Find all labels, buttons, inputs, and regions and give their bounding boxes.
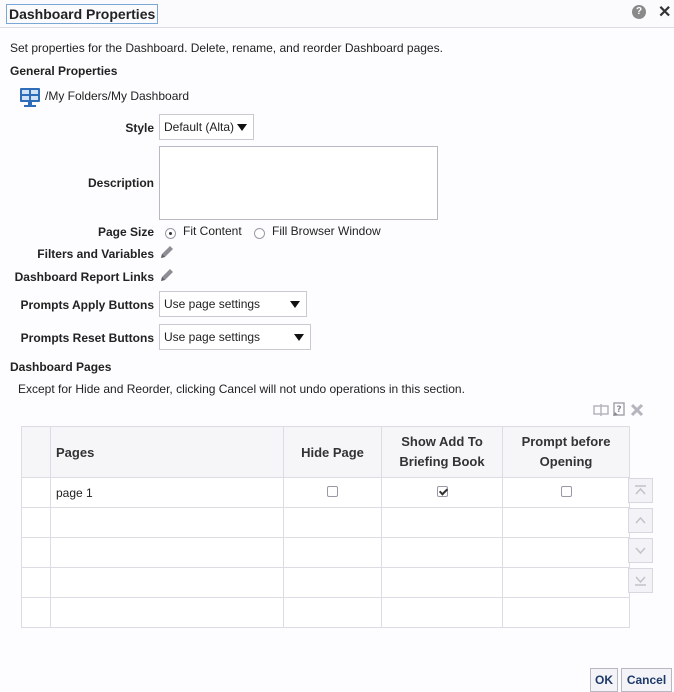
table-header-row bbox=[22, 427, 630, 478]
briefing-book-cell bbox=[382, 478, 503, 508]
prompt-before-opening-checkbox[interactable] bbox=[561, 486, 572, 497]
move-top-button[interactable] bbox=[628, 478, 653, 503]
edit-report-links-pencil-icon[interactable] bbox=[159, 267, 175, 283]
help-icon[interactable]: ? bbox=[632, 5, 646, 19]
prompt-before-opening-cell bbox=[503, 478, 630, 508]
move-to-top-icon bbox=[629, 479, 652, 502]
intro-text: Set properties for the Dashboard. Delete, rename, and reorder Dashboard pages. bbox=[10, 41, 443, 55]
report-links-label: Dashboard Report Links bbox=[14, 270, 154, 284]
delete-icon[interactable] bbox=[629, 402, 645, 418]
radio-fill-browser-window[interactable] bbox=[254, 228, 265, 239]
dialog-title: Dashboard Properties bbox=[6, 4, 158, 24]
ok-button[interactable]: OK bbox=[590, 668, 618, 692]
chevron-down-icon bbox=[237, 124, 247, 131]
chevron-up-icon bbox=[629, 509, 652, 532]
prompt-header-line1: Prompt before bbox=[521, 434, 611, 449]
column-header-prompt-before-opening bbox=[503, 427, 630, 478]
chevron-down-icon bbox=[294, 334, 304, 341]
style-select[interactable] bbox=[159, 114, 254, 140]
table-row bbox=[22, 598, 630, 628]
table-row[interactable] bbox=[22, 478, 630, 508]
description-label: Description bbox=[87, 176, 154, 190]
column-header-hide-page: Hide Page bbox=[284, 427, 382, 478]
table-row bbox=[22, 568, 630, 598]
hide-page-cell bbox=[284, 478, 382, 508]
row-selector-header bbox=[22, 427, 51, 478]
table-row bbox=[22, 538, 630, 568]
chevron-down-icon bbox=[290, 301, 300, 308]
style-select-value: Default (Alta) bbox=[164, 120, 235, 134]
general-properties-heading: General Properties bbox=[10, 64, 118, 78]
column-header-briefing-book bbox=[382, 427, 503, 478]
radio-fill-browser-window-label: Fill Browser Window bbox=[272, 224, 381, 238]
briefing-header-line1: Show Add To bbox=[401, 434, 483, 449]
style-label: Style bbox=[125, 121, 154, 135]
move-up-button[interactable] bbox=[628, 508, 653, 533]
prompts-apply-select[interactable] bbox=[159, 291, 307, 317]
table-row bbox=[22, 508, 630, 538]
briefing-header-line2: Briefing Book bbox=[399, 454, 485, 469]
chevron-down-icon bbox=[629, 539, 652, 562]
dashboard-pages-table bbox=[21, 426, 630, 628]
svg-text:?: ? bbox=[616, 405, 622, 415]
radio-fit-content-label: Fit Content bbox=[183, 224, 242, 238]
prompts-apply-value: Use page settings bbox=[164, 297, 261, 311]
radio-fit-content[interactable] bbox=[165, 228, 176, 239]
dashboard-pages-heading: Dashboard Pages bbox=[10, 360, 112, 374]
close-icon[interactable]: ✕ bbox=[658, 4, 672, 21]
page-name-cell[interactable]: page 1 bbox=[51, 478, 284, 508]
edit-filters-pencil-icon[interactable] bbox=[159, 244, 175, 260]
hide-page-checkbox[interactable] bbox=[327, 486, 338, 497]
rename-icon[interactable] bbox=[593, 402, 609, 418]
prompts-reset-select[interactable] bbox=[159, 324, 311, 350]
row-selector[interactable] bbox=[22, 478, 51, 508]
move-to-bottom-icon bbox=[629, 569, 652, 592]
prompts-apply-label: Prompts Apply Buttons bbox=[20, 298, 154, 312]
page-size-label: Page Size bbox=[97, 225, 154, 239]
prompts-reset-value: Use page settings bbox=[164, 330, 261, 344]
description-input[interactable] bbox=[159, 146, 438, 220]
dashboard-path: /My Folders/My Dashboard bbox=[45, 89, 190, 103]
cancel-button[interactable]: Cancel bbox=[621, 668, 672, 692]
prompts-reset-label: Prompts Reset Buttons bbox=[20, 331, 154, 345]
move-bottom-button[interactable] bbox=[628, 568, 653, 593]
dashboard-pages-note: Except for Hide and Reorder, clicking Cancel will not undo operations in this section. bbox=[18, 382, 465, 396]
move-down-button[interactable] bbox=[628, 538, 653, 563]
filters-variables-label: Filters and Variables bbox=[37, 247, 154, 261]
column-header-pages: Pages bbox=[51, 427, 284, 478]
dashboard-icon bbox=[19, 86, 41, 108]
page-properties-icon[interactable] bbox=[611, 401, 627, 417]
briefing-book-checkbox[interactable] bbox=[437, 486, 448, 497]
prompt-header-line2: Opening bbox=[539, 454, 593, 469]
